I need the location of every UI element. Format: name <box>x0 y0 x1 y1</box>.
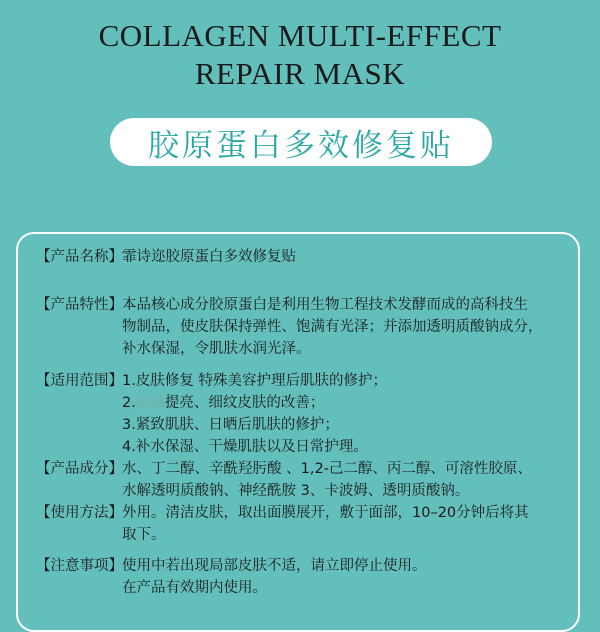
ingredients-line: 水解透明质酸钠、神经酰胺 3、卡波姆、透明质酸钠。 <box>122 483 470 499</box>
cautions-line: 使用中若出现局部皮肤不适，请立即停止使用。 <box>122 558 427 574</box>
scope-label: 【适用范围】 <box>36 373 123 389</box>
features-line: 本品核心成分胶原蛋白是利用生物工程技术发酵而成的高科技生 <box>122 297 528 313</box>
scope-line: 3.紧致肌肤、日晒后肌肤的修护； <box>122 417 339 433</box>
features-label: 【产品特性】 <box>36 297 123 313</box>
usage-line: 外用。清洁皮肤，取出面膜展开，敷于面部，10–20分钟后将其 <box>122 505 529 521</box>
subtitle-cn: 胶原蛋白多效修复贴 <box>148 127 454 164</box>
cautions-line: 在产品有效期内使用。 <box>122 580 267 596</box>
scope-line: 4.补水保湿、干燥肌肤以及日常护理。 <box>122 439 368 455</box>
name-line: 霏诗迩胶原蛋白多效修复贴 <box>122 249 296 265</box>
features-line: 补水保湿，令肌肤水润光泽。 <box>122 341 311 357</box>
usage-line: 取下。 <box>122 527 166 543</box>
section-ingredients <box>36 458 576 502</box>
section-usage <box>36 502 576 546</box>
section-scope <box>36 370 576 458</box>
features-line: 物制品，使皮肤保持弹性、饱满有光泽；并添加透明质酸钠成分， <box>122 319 543 335</box>
usage-label: 【使用方法】 <box>36 505 123 521</box>
section-features <box>36 294 576 360</box>
title-line-2: REPAIR MASK <box>194 56 406 91</box>
subtitle-pill <box>110 118 492 166</box>
title-line-1: COLLAGEN MULTI-EFFECT <box>98 18 502 53</box>
blurred-text: 肤质 <box>135 395 165 411</box>
cautions-label: 【注意事项】 <box>36 558 123 574</box>
scope-line: 1.皮肤修复 特殊美容护理后肌肤的修护； <box>122 373 387 389</box>
scope-line: 2.肤质提亮、细纹皮肤的改善； <box>122 395 325 411</box>
ingredients-line: 水、丁二醇、辛酰羟肟酸 、1,2-己二醇、丙二醇、可溶性胶原、 <box>122 461 532 477</box>
section-name <box>36 246 576 268</box>
section-cautions <box>36 555 576 599</box>
name-label: 【产品名称】 <box>36 249 123 265</box>
ingredients-label: 【产品成分】 <box>36 461 123 477</box>
